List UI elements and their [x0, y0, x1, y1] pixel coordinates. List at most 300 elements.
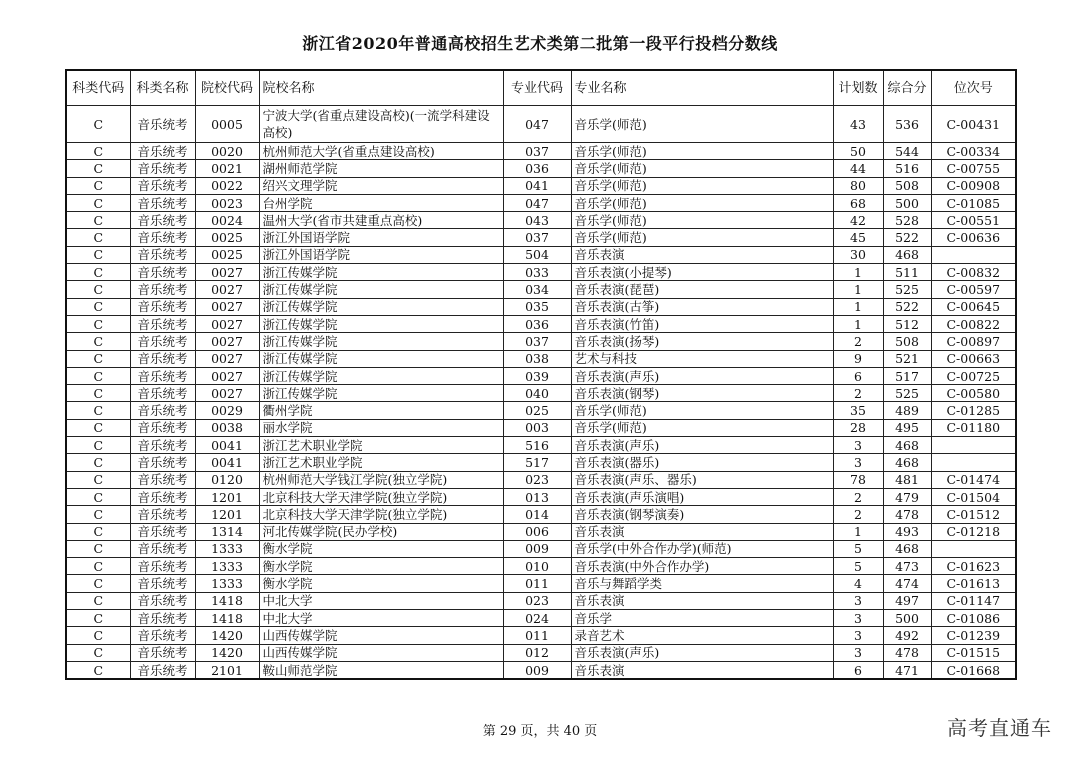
- table-cell: 音乐统考: [130, 367, 195, 384]
- table-cell: 音乐表演: [571, 661, 833, 679]
- table-cell: 音乐统考: [130, 575, 195, 592]
- column-header: 科类代码: [66, 70, 130, 106]
- column-header: 位次号: [931, 70, 1016, 106]
- table-cell: 5: [833, 558, 883, 575]
- table-cell: 音乐统考: [130, 333, 195, 350]
- table-cell: 1: [833, 298, 883, 315]
- table-row: [66, 143, 1016, 160]
- table-cell: 音乐统考: [130, 627, 195, 644]
- table-cell: 音乐表演(钢琴演奏): [571, 506, 833, 523]
- table-cell: C: [66, 367, 130, 384]
- table-cell: 河北传媒学院(民办学校): [259, 523, 503, 540]
- table-cell: 浙江传媒学院: [259, 298, 503, 315]
- table-row: [66, 402, 1016, 419]
- table-cell: 浙江艺术职业学院: [259, 437, 503, 454]
- table-cell: C: [66, 610, 130, 627]
- table-cell: C-00822: [931, 315, 1016, 332]
- table-cell: C-01512: [931, 506, 1016, 523]
- table-cell: 音乐学(师范): [571, 160, 833, 177]
- table-cell: [931, 540, 1016, 557]
- table-cell: 音乐表演(声乐): [571, 644, 833, 661]
- table-cell: 音乐统考: [130, 264, 195, 281]
- table-cell: C: [66, 592, 130, 609]
- table-cell: 衡水学院: [259, 575, 503, 592]
- table-cell: C: [66, 264, 130, 281]
- table-row: [66, 437, 1016, 454]
- table-cell: 0027: [195, 333, 259, 350]
- table-cell: 3: [833, 437, 883, 454]
- table-cell: C: [66, 143, 130, 160]
- table-row: [66, 627, 1016, 644]
- table-cell: 音乐学(中外合作办学)(师范): [571, 540, 833, 557]
- table-cell: 音乐统考: [130, 298, 195, 315]
- table-header-row: [66, 70, 1016, 106]
- table-cell: C: [66, 471, 130, 488]
- table-cell: C: [66, 194, 130, 211]
- table-cell: 492: [883, 627, 931, 644]
- table-cell: 1314: [195, 523, 259, 540]
- table-cell: 517: [503, 454, 571, 471]
- table-cell: 1418: [195, 592, 259, 609]
- table-row: [66, 454, 1016, 471]
- column-header: 科类名称: [130, 70, 195, 106]
- table-cell: 0120: [195, 471, 259, 488]
- table-cell: 音乐表演(声乐): [571, 367, 833, 384]
- table-cell: 468: [883, 246, 931, 263]
- column-header: 综合分: [883, 70, 931, 106]
- table-cell: 500: [883, 194, 931, 211]
- table-cell: 493: [883, 523, 931, 540]
- table-cell: 音乐统考: [130, 106, 195, 143]
- table-cell: 5: [833, 540, 883, 557]
- table-cell: 音乐表演(小提琴): [571, 264, 833, 281]
- column-header: 计划数: [833, 70, 883, 106]
- table-cell: 039: [503, 367, 571, 384]
- table-row: [66, 350, 1016, 367]
- table-cell: 音乐表演(声乐、器乐): [571, 471, 833, 488]
- table-row: [66, 160, 1016, 177]
- table-row: [66, 212, 1016, 229]
- table-row: [66, 246, 1016, 263]
- table-cell: 512: [883, 315, 931, 332]
- table-cell: 478: [883, 506, 931, 523]
- table-cell: 音乐统考: [130, 419, 195, 436]
- table-cell: 音乐统考: [130, 177, 195, 194]
- table-cell: 音乐统考: [130, 160, 195, 177]
- table-cell: 音乐学(师范): [571, 212, 833, 229]
- table-cell: 音乐统考: [130, 488, 195, 505]
- table-cell: 宁波大学(省重点建设高校)(一流学科建设高校): [259, 106, 503, 143]
- table-cell: 音乐学(师范): [571, 402, 833, 419]
- table-cell: 047: [503, 194, 571, 211]
- table-cell: 音乐统考: [130, 246, 195, 263]
- table-cell: C-00597: [931, 281, 1016, 298]
- table-cell: 绍兴文理学院: [259, 177, 503, 194]
- table-cell: 音乐统考: [130, 558, 195, 575]
- table-cell: 0027: [195, 264, 259, 281]
- table-cell: 478: [883, 644, 931, 661]
- table-cell: C-01504: [931, 488, 1016, 505]
- table-cell: 音乐统考: [130, 315, 195, 332]
- table-cell: C-01085: [931, 194, 1016, 211]
- table-cell: 3: [833, 610, 883, 627]
- table-cell: 28: [833, 419, 883, 436]
- table-cell: 浙江传媒学院: [259, 333, 503, 350]
- table-cell: 0027: [195, 315, 259, 332]
- table-cell: 衡水学院: [259, 540, 503, 557]
- table-cell: 036: [503, 315, 571, 332]
- table-cell: 1201: [195, 488, 259, 505]
- table-cell: 468: [883, 437, 931, 454]
- table-cell: 音乐学(师范): [571, 194, 833, 211]
- table-cell: C-01218: [931, 523, 1016, 540]
- table-cell: [931, 454, 1016, 471]
- table-cell: 35: [833, 402, 883, 419]
- table-cell: 495: [883, 419, 931, 436]
- table-cell: C: [66, 333, 130, 350]
- table-cell: C: [66, 246, 130, 263]
- table-cell: 衡水学院: [259, 558, 503, 575]
- table-cell: 0025: [195, 229, 259, 246]
- table-cell: C: [66, 160, 130, 177]
- score-table: [65, 69, 1017, 680]
- table-cell: 录音艺术: [571, 627, 833, 644]
- table-cell: 浙江传媒学院: [259, 385, 503, 402]
- table-cell: 497: [883, 592, 931, 609]
- table-cell: 0038: [195, 419, 259, 436]
- table-cell: C: [66, 298, 130, 315]
- table-cell: 481: [883, 471, 931, 488]
- table-cell: 0027: [195, 367, 259, 384]
- table-cell: 504: [503, 246, 571, 263]
- table-cell: 0029: [195, 402, 259, 419]
- table-cell: 012: [503, 644, 571, 661]
- table-cell: C-01086: [931, 610, 1016, 627]
- table-cell: 011: [503, 627, 571, 644]
- table-cell: 006: [503, 523, 571, 540]
- table-cell: 0021: [195, 160, 259, 177]
- table-cell: 023: [503, 471, 571, 488]
- table-cell: C: [66, 419, 130, 436]
- table-cell: C-00580: [931, 385, 1016, 402]
- table-cell: C: [66, 106, 130, 143]
- table-cell: 0027: [195, 281, 259, 298]
- table-cell: 音乐表演(器乐): [571, 454, 833, 471]
- table-cell: 浙江传媒学院: [259, 281, 503, 298]
- table-row: [66, 281, 1016, 298]
- table-cell: C: [66, 575, 130, 592]
- table-cell: 音乐表演(竹笛): [571, 315, 833, 332]
- table-cell: 037: [503, 333, 571, 350]
- table-cell: C: [66, 385, 130, 402]
- table-cell: C: [66, 402, 130, 419]
- table-cell: 536: [883, 106, 931, 143]
- table-cell: C: [66, 229, 130, 246]
- table-cell: C: [66, 350, 130, 367]
- table-cell: 音乐统考: [130, 402, 195, 419]
- table-cell: 音乐学: [571, 610, 833, 627]
- table-row: [66, 506, 1016, 523]
- table-cell: 6: [833, 661, 883, 679]
- table-cell: C: [66, 540, 130, 557]
- table-cell: 9: [833, 350, 883, 367]
- table-row: [66, 471, 1016, 488]
- table-cell: 北京科技大学天津学院(独立学院): [259, 488, 503, 505]
- table-cell: C-00334: [931, 143, 1016, 160]
- table-cell: 音乐学(师范): [571, 143, 833, 160]
- table-cell: 音乐表演(扬琴): [571, 333, 833, 350]
- table-cell: C-01668: [931, 661, 1016, 679]
- table-cell: 音乐统考: [130, 540, 195, 557]
- column-header: 院校代码: [195, 70, 259, 106]
- table-cell: 音乐统考: [130, 229, 195, 246]
- table-cell: 3: [833, 592, 883, 609]
- table-cell: 0024: [195, 212, 259, 229]
- table-cell: 50: [833, 143, 883, 160]
- table-cell: 音乐统考: [130, 471, 195, 488]
- table-row: [66, 575, 1016, 592]
- table-cell: 1: [833, 264, 883, 281]
- table-cell: 009: [503, 540, 571, 557]
- table-cell: C-00645: [931, 298, 1016, 315]
- table-cell: 音乐表演(古筝): [571, 298, 833, 315]
- table-cell: 468: [883, 454, 931, 471]
- table-cell: C: [66, 281, 130, 298]
- table-cell: C: [66, 661, 130, 679]
- table-cell: 丽水学院: [259, 419, 503, 436]
- table-cell: 音乐统考: [130, 350, 195, 367]
- table-cell: 025: [503, 402, 571, 419]
- table-cell: 0023: [195, 194, 259, 211]
- watermark-text: 高考直通车: [947, 716, 1052, 740]
- table-row: [66, 385, 1016, 402]
- table-cell: 浙江外国语学院: [259, 229, 503, 246]
- table-row: [66, 610, 1016, 627]
- table-cell: 6: [833, 367, 883, 384]
- table-cell: 4: [833, 575, 883, 592]
- table-cell: 音乐表演(琵琶): [571, 281, 833, 298]
- table-cell: 0020: [195, 143, 259, 160]
- table-cell: [931, 437, 1016, 454]
- table-row: [66, 523, 1016, 540]
- table-cell: 浙江传媒学院: [259, 264, 503, 281]
- table-cell: 041: [503, 177, 571, 194]
- table-cell: 音乐表演(声乐): [571, 437, 833, 454]
- table-row: [66, 177, 1016, 194]
- table-cell: 音乐统考: [130, 437, 195, 454]
- table-cell: 0041: [195, 437, 259, 454]
- table-cell: C-01515: [931, 644, 1016, 661]
- table-cell: 0022: [195, 177, 259, 194]
- table-row: [66, 661, 1016, 679]
- table-cell: C: [66, 437, 130, 454]
- table-cell: 0027: [195, 385, 259, 402]
- table-cell: 038: [503, 350, 571, 367]
- table-cell: 544: [883, 143, 931, 160]
- table-cell: C-00551: [931, 212, 1016, 229]
- table-cell: 音乐学(师范): [571, 419, 833, 436]
- table-cell: 45: [833, 229, 883, 246]
- table-cell: 011: [503, 575, 571, 592]
- table-cell: C-00832: [931, 264, 1016, 281]
- table-cell: 1201: [195, 506, 259, 523]
- table-cell: 杭州师范大学钱江学院(独立学院): [259, 471, 503, 488]
- table-cell: 鞍山师范学院: [259, 661, 503, 679]
- table-cell: 525: [883, 281, 931, 298]
- table-cell: 528: [883, 212, 931, 229]
- table-cell: 浙江传媒学院: [259, 350, 503, 367]
- table-cell: 北京科技大学天津学院(独立学院): [259, 506, 503, 523]
- table-cell: C: [66, 523, 130, 540]
- table-cell: 1333: [195, 558, 259, 575]
- column-header: 专业代码: [503, 70, 571, 106]
- table-cell: 30: [833, 246, 883, 263]
- table-cell: C-01239: [931, 627, 1016, 644]
- table-cell: C-01285: [931, 402, 1016, 419]
- table-cell: 036: [503, 160, 571, 177]
- table-cell: 013: [503, 488, 571, 505]
- table-cell: 2101: [195, 661, 259, 679]
- table-cell: 037: [503, 143, 571, 160]
- table-row: [66, 558, 1016, 575]
- table-cell: 音乐统考: [130, 592, 195, 609]
- table-cell: C-01623: [931, 558, 1016, 575]
- table-cell: 温州大学(省市共建重点高校): [259, 212, 503, 229]
- table-cell: 中北大学: [259, 592, 503, 609]
- table-cell: 2: [833, 506, 883, 523]
- table-cell: 艺术与科技: [571, 350, 833, 367]
- table-row: [66, 264, 1016, 281]
- table-cell: 511: [883, 264, 931, 281]
- table-cell: 音乐统考: [130, 143, 195, 160]
- table-cell: C: [66, 177, 130, 194]
- table-cell: C-00431: [931, 106, 1016, 143]
- table-cell: C-00908: [931, 177, 1016, 194]
- table-body: [66, 106, 1016, 680]
- table-cell: C-01474: [931, 471, 1016, 488]
- table-cell: 024: [503, 610, 571, 627]
- table-cell: 1: [833, 523, 883, 540]
- table-cell: 0005: [195, 106, 259, 143]
- table-cell: 音乐与舞蹈学类: [571, 575, 833, 592]
- table-cell: 音乐表演: [571, 523, 833, 540]
- table-cell: C: [66, 627, 130, 644]
- table-row: [66, 298, 1016, 315]
- column-header: 专业名称: [571, 70, 833, 106]
- table-cell: 1418: [195, 610, 259, 627]
- table-cell: 音乐统考: [130, 523, 195, 540]
- table-cell: 音乐学(师范): [571, 229, 833, 246]
- table-cell: 1420: [195, 627, 259, 644]
- table-cell: 522: [883, 229, 931, 246]
- table-cell: C-00636: [931, 229, 1016, 246]
- table-cell: 500: [883, 610, 931, 627]
- table-cell: [931, 246, 1016, 263]
- table-cell: 浙江传媒学院: [259, 367, 503, 384]
- table-cell: C: [66, 454, 130, 471]
- table-cell: 衢州学院: [259, 402, 503, 419]
- table-row: [66, 229, 1016, 246]
- table-cell: 508: [883, 177, 931, 194]
- table-cell: 音乐统考: [130, 661, 195, 679]
- table-cell: 80: [833, 177, 883, 194]
- table-cell: C: [66, 644, 130, 661]
- table-cell: 3: [833, 644, 883, 661]
- table-row: [66, 540, 1016, 557]
- table-cell: 杭州师范大学(省重点建设高校): [259, 143, 503, 160]
- table-row: [66, 644, 1016, 661]
- table-cell: 468: [883, 540, 931, 557]
- table-cell: 014: [503, 506, 571, 523]
- table-cell: 音乐表演(声乐演唱): [571, 488, 833, 505]
- table-cell: 517: [883, 367, 931, 384]
- table-cell: 音乐统考: [130, 454, 195, 471]
- table-row: [66, 194, 1016, 211]
- table-cell: 42: [833, 212, 883, 229]
- table-cell: 035: [503, 298, 571, 315]
- table-cell: 1420: [195, 644, 259, 661]
- table-cell: 525: [883, 385, 931, 402]
- column-header: 院校名称: [259, 70, 503, 106]
- table-cell: C-01613: [931, 575, 1016, 592]
- table-cell: 山西传媒学院: [259, 644, 503, 661]
- table-cell: 479: [883, 488, 931, 505]
- table-cell: 1333: [195, 540, 259, 557]
- table-cell: 2: [833, 488, 883, 505]
- table-cell: 音乐统考: [130, 385, 195, 402]
- table-cell: C-00755: [931, 160, 1016, 177]
- table-cell: C: [66, 558, 130, 575]
- table-cell: 浙江传媒学院: [259, 315, 503, 332]
- table-cell: 音乐统考: [130, 506, 195, 523]
- table-cell: 音乐学(师范): [571, 106, 833, 143]
- table-cell: 音乐统考: [130, 644, 195, 661]
- table-row: [66, 488, 1016, 505]
- table-cell: 音乐统考: [130, 610, 195, 627]
- table-cell: 音乐表演(钢琴): [571, 385, 833, 402]
- table-cell: 1: [833, 315, 883, 332]
- table-cell: 台州学院: [259, 194, 503, 211]
- table-cell: C: [66, 488, 130, 505]
- table-cell: 009: [503, 661, 571, 679]
- table-cell: 040: [503, 385, 571, 402]
- table-cell: 516: [503, 437, 571, 454]
- table-cell: 521: [883, 350, 931, 367]
- table-row: [66, 106, 1016, 143]
- table-cell: 522: [883, 298, 931, 315]
- table-cell: 474: [883, 575, 931, 592]
- table-cell: 1: [833, 281, 883, 298]
- table-cell: 音乐统考: [130, 212, 195, 229]
- table-cell: 中北大学: [259, 610, 503, 627]
- table-cell: 3: [833, 627, 883, 644]
- table-cell: C: [66, 212, 130, 229]
- document-title: 浙江省2020年普通高校招生艺术类第二批第一段平行投档分数线: [302, 34, 778, 53]
- table-cell: 034: [503, 281, 571, 298]
- table-cell: 音乐学(师范): [571, 177, 833, 194]
- table-cell: 516: [883, 160, 931, 177]
- table-cell: 003: [503, 419, 571, 436]
- table-row: [66, 333, 1016, 350]
- table-cell: 音乐表演: [571, 592, 833, 609]
- table-cell: C-00897: [931, 333, 1016, 350]
- table-cell: 508: [883, 333, 931, 350]
- table-cell: 043: [503, 212, 571, 229]
- table-cell: 音乐表演: [571, 246, 833, 263]
- table-cell: 2: [833, 385, 883, 402]
- table-cell: 浙江艺术职业学院: [259, 454, 503, 471]
- table-cell: 音乐统考: [130, 194, 195, 211]
